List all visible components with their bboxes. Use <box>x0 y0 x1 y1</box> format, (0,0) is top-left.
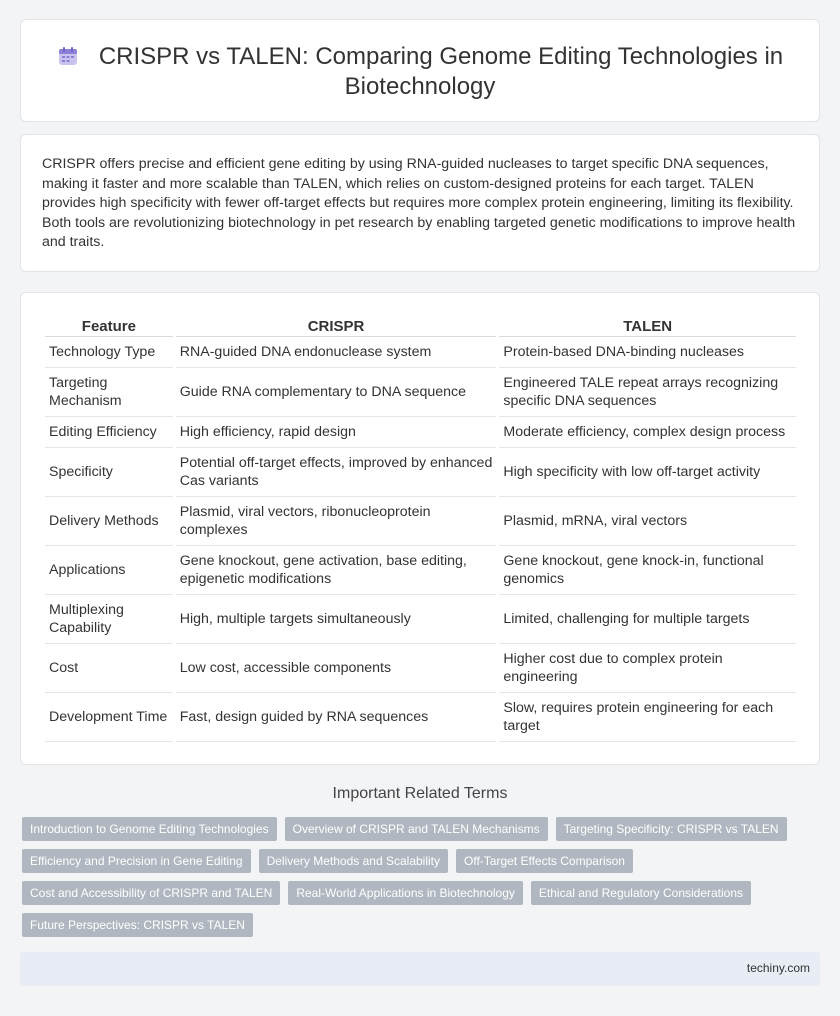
related-term-tag[interactable]: Off-Target Effects Comparison <box>456 849 633 873</box>
crispr-cell: Guide RNA complementary to DNA sequence <box>176 368 497 417</box>
feature-cell: Development Time <box>45 693 173 742</box>
talen-cell: Plasmid, mRNA, viral vectors <box>499 497 796 546</box>
feature-cell: Delivery Methods <box>45 497 173 546</box>
related-term-tag[interactable]: Cost and Accessibility of CRISPR and TALEN <box>22 881 280 905</box>
talen-cell: Limited, challenging for multiple targets <box>499 595 796 644</box>
talen-cell: Higher cost due to complex protein engineering <box>499 644 796 693</box>
table-row <box>45 644 796 693</box>
crispr-cell: High, multiple targets simultaneously <box>176 595 497 644</box>
talen-cell: Engineered TALE repeat arrays recognizing specific DNA sequences <box>499 368 796 417</box>
feature-cell: Specificity <box>45 448 173 497</box>
related-terms-title: Important Related Terms <box>332 785 508 802</box>
related-term-tag[interactable]: Future Perspectives: CRISPR vs TALEN <box>22 913 253 937</box>
crispr-cell: Plasmid, viral vectors, ribonucleoprotein complexes <box>176 497 497 546</box>
summary-text: CRISPR offers precise and efficient gene editing by using RNA-guided nucleases to target specific DNA sequences, making it faster and more scalable than TALEN, which relies on custom-designed proteins for each target. TALEN provides high specificity with fewer off-target effects but requires more complex protein engineering, limiting its flexibility. Both tools are revolutionizing biotechnology in pet research by enabling targeted genetic modifications to improve health and traits. <box>42 156 796 251</box>
crispr-cell: High efficiency, rapid design <box>176 417 497 448</box>
crispr-cell: Fast, design guided by RNA sequences <box>176 693 497 742</box>
feature-cell: Technology Type <box>45 337 173 368</box>
talen-cell: Protein-based DNA-binding nucleases <box>499 337 796 368</box>
table-row <box>45 546 796 595</box>
related-term-tag[interactable]: Targeting Specificity: CRISPR vs TALEN <box>556 817 787 841</box>
table-row <box>45 497 796 546</box>
related-term-tag[interactable]: Overview of CRISPR and TALEN Mechanisms <box>285 817 548 841</box>
comparison-table <box>42 313 799 742</box>
talen-cell: Moderate efficiency, complex design process <box>499 417 796 448</box>
related-term-tag[interactable]: Delivery Methods and Scalability <box>259 849 448 873</box>
comparison-table-card <box>20 292 820 765</box>
crispr-cell: Potential off-target effects, improved by enhanced Cas variants <box>176 448 497 497</box>
footer <box>20 952 820 986</box>
footer-site-link[interactable]: techiny.com <box>746 961 810 975</box>
related-term-tag[interactable]: Ethical and Regulatory Considerations <box>531 881 751 905</box>
page-title-row <box>21 42 819 102</box>
feature-cell: Applications <box>45 546 173 595</box>
feature-cell: Multiplexing Capability <box>45 595 173 644</box>
talen-cell: High specificity with low off-target activity <box>499 448 796 497</box>
feature-cell: Editing Efficiency <box>45 417 173 448</box>
feature-cell: Cost <box>45 644 173 693</box>
calendar-icon <box>57 45 79 67</box>
table-row <box>45 337 796 368</box>
table-row <box>45 595 796 644</box>
summary-card <box>20 134 820 272</box>
table-row <box>45 448 796 497</box>
related-terms-list <box>22 817 812 937</box>
table-row <box>45 417 796 448</box>
page-title: CRISPR vs TALEN: Comparing Genome Editing Technologies in Biotechnology <box>98 43 784 100</box>
talen-cell: Gene knockout, gene knock-in, functional genomics <box>499 546 796 595</box>
header-feature: Feature <box>45 313 173 337</box>
related-term-tag[interactable]: Efficiency and Precision in Gene Editing <box>22 849 251 873</box>
crispr-cell: RNA-guided DNA endonuclease system <box>176 337 497 368</box>
talen-cell: Slow, requires protein engineering for each target <box>499 693 796 742</box>
table-row <box>45 368 796 417</box>
crispr-cell: Low cost, accessible components <box>176 644 497 693</box>
table-row <box>45 693 796 742</box>
header-crispr: CRISPR <box>176 313 497 337</box>
header-card <box>20 19 820 122</box>
related-term-tag[interactable]: Introduction to Genome Editing Technologies <box>22 817 277 841</box>
crispr-cell: Gene knockout, gene activation, base editing, epigenetic modifications <box>176 546 497 595</box>
related-term-tag[interactable]: Real-World Applications in Biotechnology <box>288 881 523 905</box>
header-talen: TALEN <box>499 313 796 337</box>
feature-cell: Targeting Mechanism <box>45 368 173 417</box>
